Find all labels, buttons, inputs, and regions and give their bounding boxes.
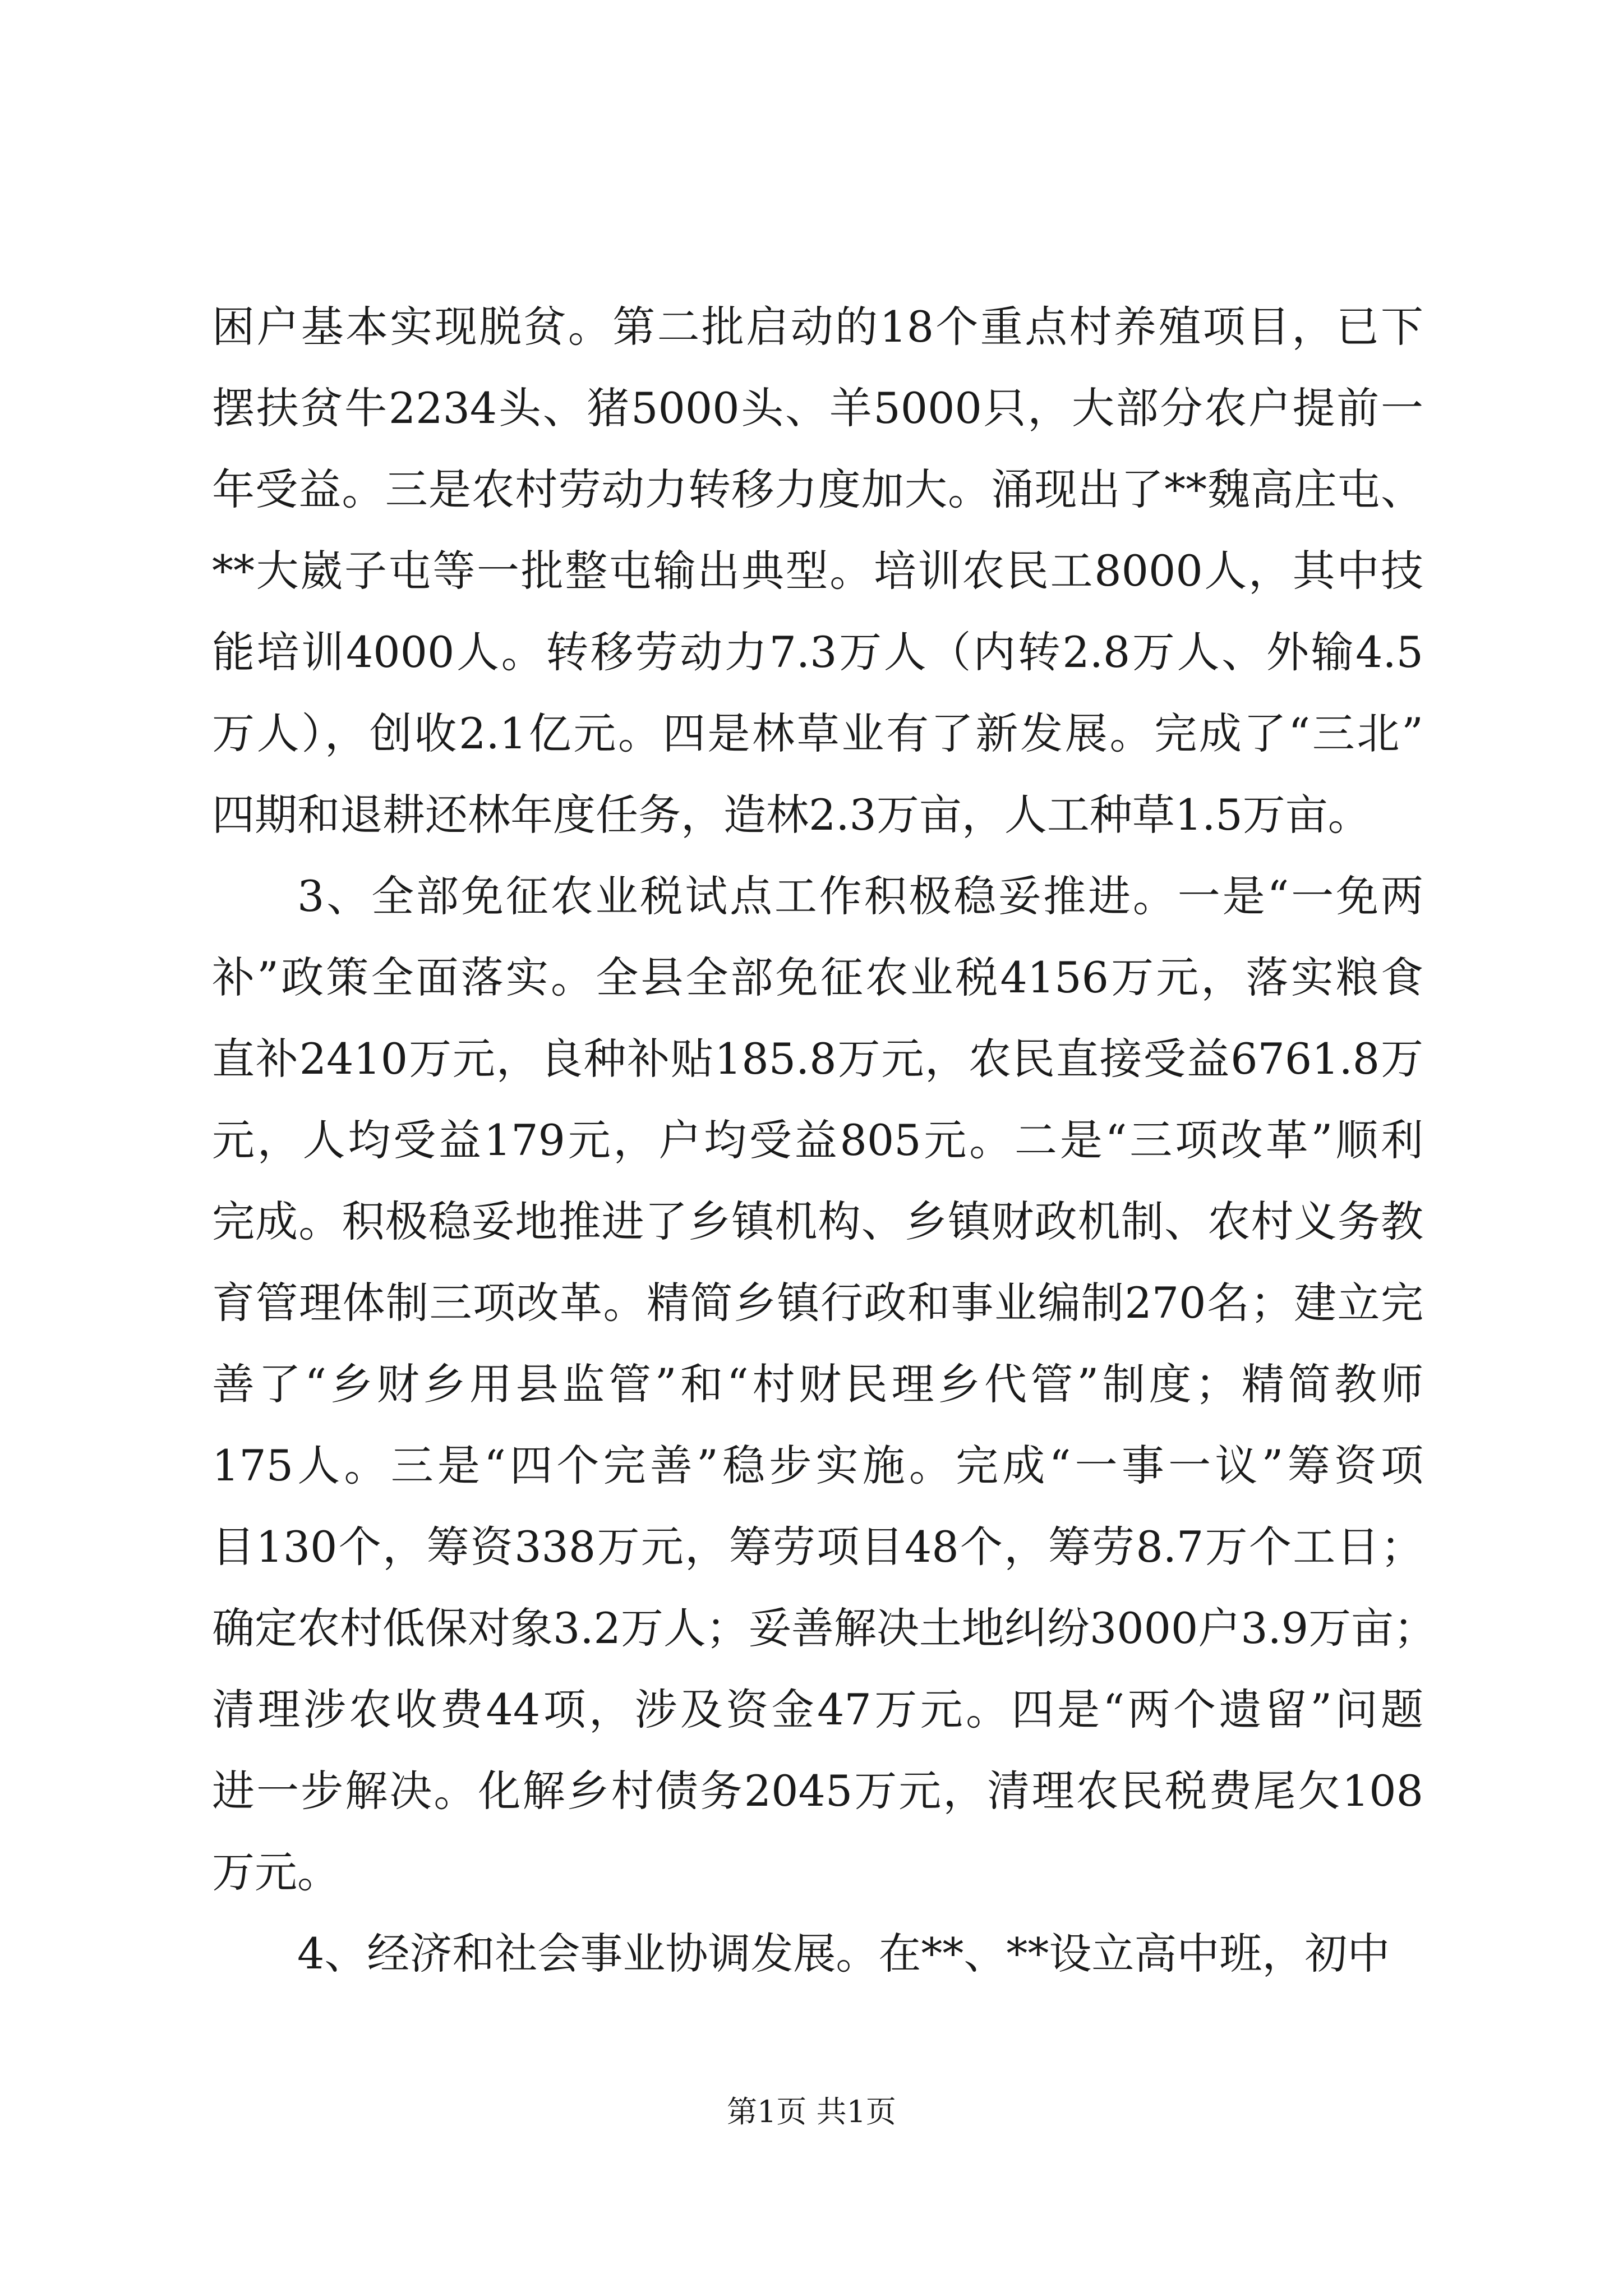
text-line: 直补2410万元，良种补贴185.8万元，农民直接受益6761.8万 (212, 1034, 1423, 1084)
text-line: 摆扶贫牛2234头、猪5000头、羊5000只，大部分农户提前一 (212, 383, 1423, 433)
text-line: 175人。三是“四个完善”稳步实施。完成“一事一议”筹资项 (212, 1441, 1423, 1490)
text-line: 4、经济和社会事业协调发展。在**、**设立高中班，初中 (297, 1929, 1390, 1978)
text-line: 四期和退耕还林年度任务，造林2.3万亩，人工种草1.5万亩。 (212, 790, 1371, 840)
text-line: 年受益。三是农村劳动力转移力度加大。涌现出了**魏高庄屯、 (212, 464, 1423, 514)
text-line: 困户基本实现脱贫。第二批启动的18个重点村养殖项目，已下 (212, 302, 1423, 352)
text-line: 元，人均受益179元，户均受益805元。二是“三项改革”顺利 (212, 1115, 1423, 1165)
text-line: 能培训4000人。转移劳动力7.3万人（内转2.8万人、外输4.5 (212, 627, 1423, 677)
text-line: 万人），创收2.1亿元。四是林草业有了新发展。完成了“三北” (212, 708, 1423, 758)
text-line: 3、全部免征农业税试点工作积极稳妥推进。一是“一免两 (297, 871, 1423, 921)
text-line: 完成。积极稳妥地推进了乡镇机构、乡镇财政机制、农村义务教 (212, 1197, 1423, 1246)
text-line: 万元。 (212, 1847, 340, 1897)
document-body (212, 286, 1437, 1994)
text-line: 善了“乡财乡用县监管”和“村财民理乡代管”制度；精简教师 (212, 1359, 1423, 1409)
text-line: 育管理体制三项改革。精简乡镇行政和事业编制270名；建立完 (212, 1278, 1423, 1328)
page-footer: 第1页 共1页 (727, 2094, 896, 2129)
text-line: 清理涉农收费44项，涉及资金47万元。四是“两个遗留”问题 (212, 1685, 1423, 1734)
text-line: 进一步解决。化解乡村债务2045万元，清理农民税费尾欠108 (212, 1766, 1423, 1816)
text-line: 确定农村低保对象3.2万人；妥善解决土地纠纷3000户3.9万亩； (212, 1603, 1437, 1653)
text-line: 目130个，筹资338万元，筹劳项目48个，筹劳8.7万个工日； (212, 1522, 1423, 1572)
text-line: **大崴子屯等一批整屯输出典型。培训农民工8000人，其中技 (212, 546, 1423, 596)
text-line: 补”政策全面落实。全县全部免征农业税4156万元，落实粮食 (212, 953, 1423, 1002)
